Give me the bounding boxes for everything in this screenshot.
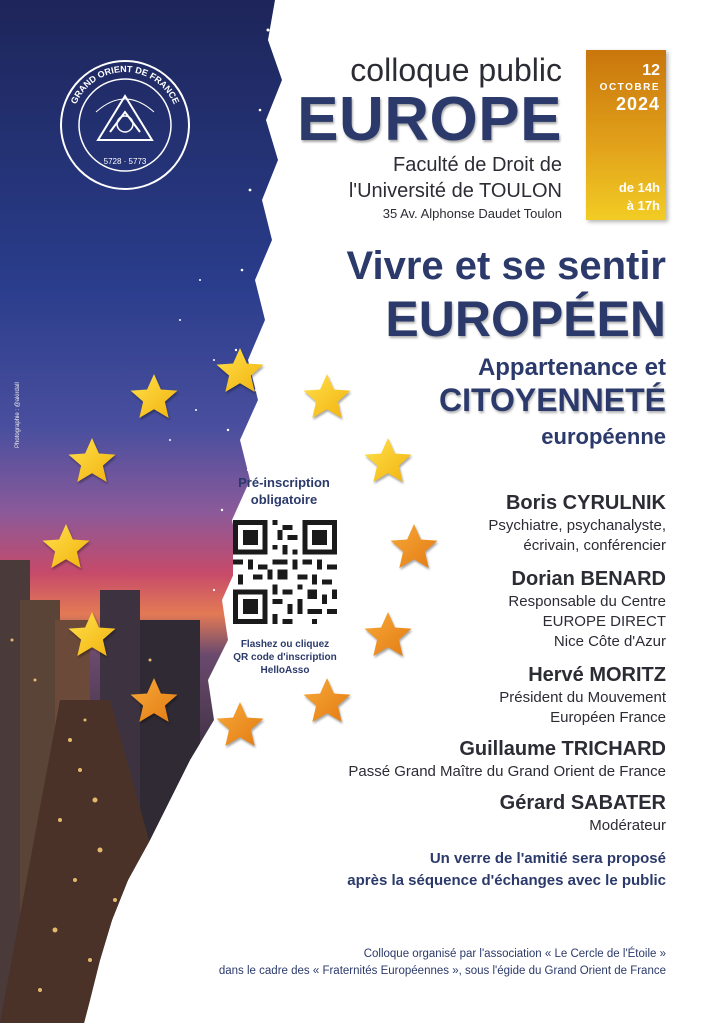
eu-star-icon [131, 678, 178, 722]
speaker-block [348, 736, 666, 782]
speaker-role: Responsable du Centre [508, 593, 666, 610]
date-day: 12 [642, 62, 660, 79]
speaker-name: Gérard SABATER [499, 792, 666, 814]
theme-headline: EUROPÉEN [385, 291, 666, 347]
eu-star-icon [69, 612, 116, 656]
registration-title: Pré-inscription obligatoire [238, 475, 330, 507]
eu-star-icon [131, 374, 178, 418]
theme-line: Vivre et se sentir [346, 244, 666, 288]
event-kicker: colloque public [350, 52, 562, 88]
eu-star-icon [217, 702, 264, 746]
speaker-name: Dorian BENARD [511, 568, 666, 590]
speaker-block [500, 790, 666, 836]
registration-hint: Flashez ou cliquez QR code d'inscription HelloAsso [233, 639, 337, 676]
date-month: OCTOBRE [599, 82, 660, 93]
speaker-role: Nice Côte d'Azur [553, 633, 666, 650]
time-to: à 17h [626, 198, 660, 213]
event-title: EUROPE [297, 85, 562, 154]
eu-star-icon [304, 374, 351, 418]
eu-star-icon [43, 524, 90, 568]
eu-star-icon [69, 438, 116, 482]
speaker-role: écrivain, conférencier [523, 537, 666, 554]
eu-star-icon [391, 524, 438, 568]
venue-address: 35 Av. Alphonse Daudet Toulon [382, 206, 562, 221]
eu-star-icon [365, 612, 412, 656]
time-from: de 14h [618, 180, 660, 195]
eu-star-icon [217, 348, 264, 392]
speaker-block [508, 566, 666, 652]
speaker-role: Psychiatre, psychanalyste, [488, 517, 666, 534]
speaker-name: Guillaume TRICHARD [459, 738, 666, 760]
venue-line: Faculté de Droit de [393, 154, 562, 176]
qr-code-icon[interactable] [233, 520, 337, 624]
speaker-role: Passé Grand Maître du Grand Orient de France [348, 763, 666, 780]
eu-star-icon [304, 678, 351, 722]
speaker-block [499, 662, 666, 728]
speaker-role: EUROPE DIRECT [542, 613, 666, 630]
photo-credit: Photographie : @akirdall [15, 382, 21, 448]
svg-text:5728 · 5773: 5728 · 5773 [103, 157, 147, 166]
speaker-role: Modérateur [589, 817, 666, 834]
date-box [586, 50, 666, 220]
date-year: 2024 [615, 94, 660, 114]
speaker-role: Européen France [550, 709, 666, 726]
svg-text:GRAND ORIENT DE FRANCE: GRAND ORIENT DE FRANCE [68, 63, 182, 106]
speaker-block [488, 490, 666, 556]
organizer-footer: Colloque organisé par l'association « Le Cercle de l'Étoile » dans le cadre des « Fraternités Européennes », sous l'égide du Grand Orient de France [218, 948, 666, 977]
speaker-role: Président du Mouvement [499, 689, 666, 706]
venue-line: l'Université de TOULON [348, 180, 562, 202]
theme-headline: CITOYENNETÉ [439, 382, 666, 418]
theme-line: Appartenance et [477, 354, 666, 381]
closing-note: Un verre de l'amitié sera proposé après la séquence d'échanges avec le public [347, 850, 666, 889]
eu-star-icon [365, 438, 412, 482]
speaker-name: Hervé MORITZ [528, 664, 666, 686]
theme-line: européenne [541, 424, 666, 449]
speaker-name: Boris CYRULNIK [505, 492, 666, 514]
